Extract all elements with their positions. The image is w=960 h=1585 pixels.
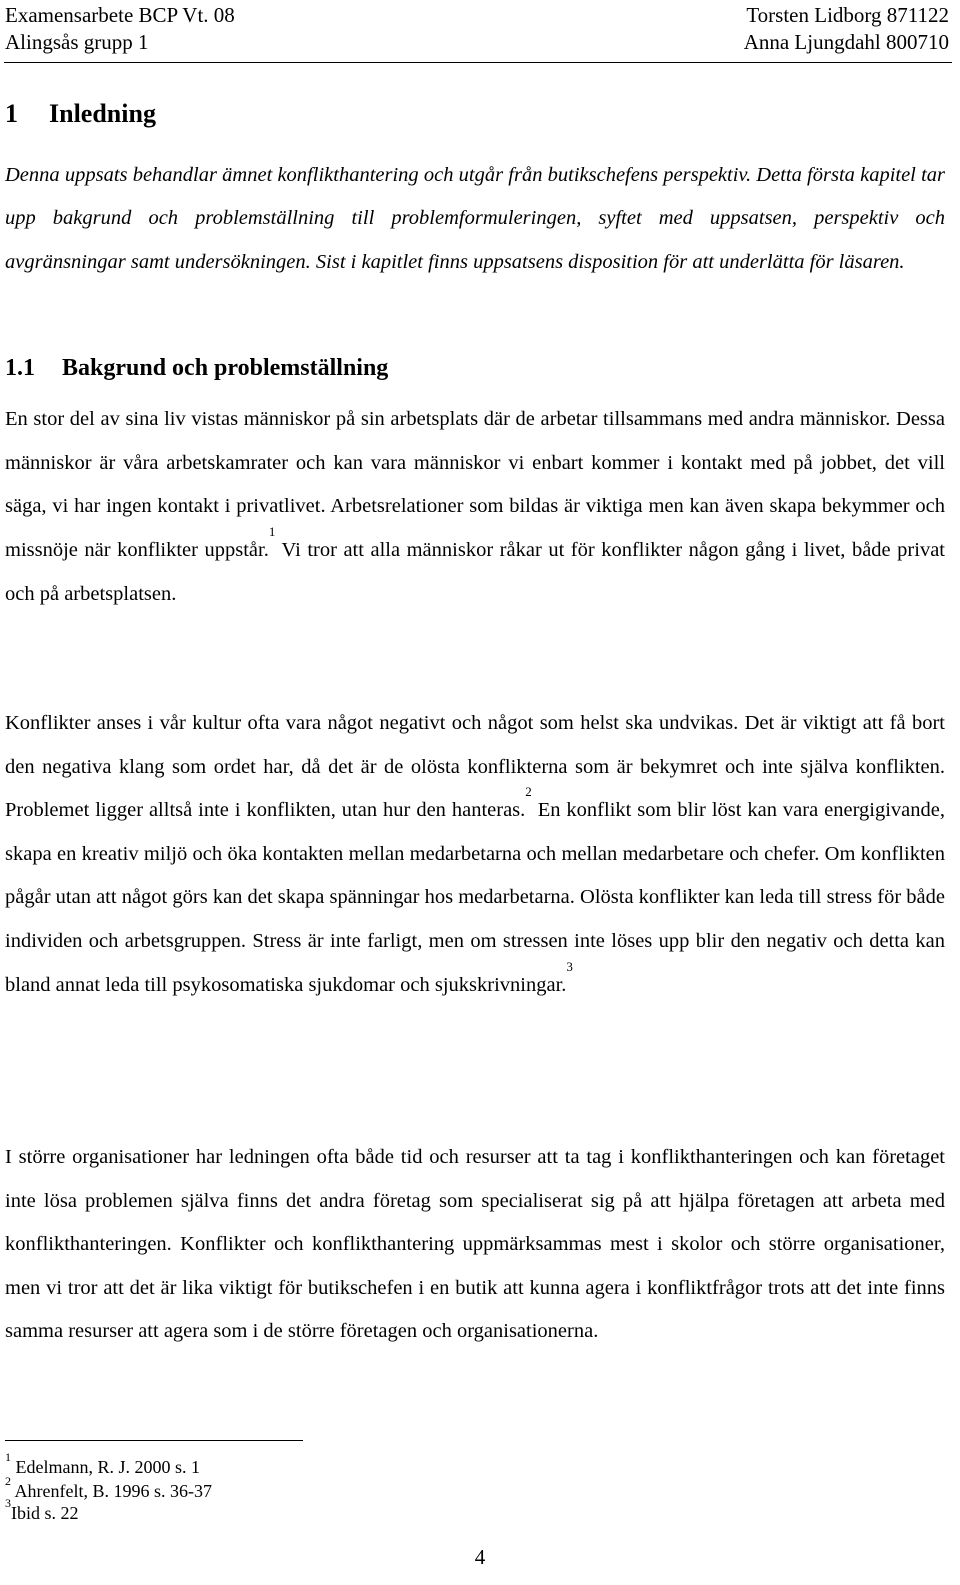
chapter-number: 1 [5, 99, 18, 128]
header-author-1: Torsten Lidborg 871122 [746, 3, 949, 27]
paragraph-1 [5, 398, 945, 617]
footnote-1 [5, 1450, 200, 1478]
chapter-title: Inledning [49, 99, 156, 128]
header-group: Alingsås grupp 1 [5, 30, 149, 54]
header-right [744, 2, 949, 56]
page-number: 4 [474, 1545, 486, 1569]
paragraph-2 [5, 702, 945, 1007]
section-number: 1.1 [5, 355, 35, 381]
chapter-intro-paragraph: Denna uppsats behandlar ämnet konflikthantering och utgår från butikschefens perspektiv. Detta första kapitel tar upp bakgrund och problemställning till problemformuleringen, syftet med uppsatsen, perspektiv och avgränsningar samt undersökningen. Sist i kapitlet finns uppsatsens disposition för att underlätta för läsaren. [5, 164, 945, 273]
footnote-2 [5, 1474, 212, 1502]
paragraph-1-text-b: Vi tror att alla människor råkar ut för konflikter någon gång i livet, både privat och på arbetsplatsen. [5, 539, 945, 605]
paragraph-1-text-a: En stor del av sina liv vistas människor på sin arbetsplats där de arbetar tillsammans med andra människor. Dessa människor är våra arbetskamrater och kan vara människor vi enbart kommer i kontakt med på jobbet, det vill säga, vi har ingen kontakt i privatlivet. Arbetsrelationer som bildas är viktiga men kan även skapa bekymmer och missnöje när konflikter uppstår. [5, 408, 945, 562]
header-divider [4, 62, 952, 63]
footnote-separator [5, 1440, 303, 1441]
footnote-2-text: Ahrenfelt, B. 1996 s. 36-37 [11, 1481, 212, 1501]
header-left [5, 2, 235, 56]
footnote-ref-3: 3 [566, 958, 573, 974]
section-heading [5, 352, 388, 384]
footnote-2-mark: 2 [5, 1474, 11, 1488]
paragraph-2-text-a: Konflikter anses i vår kultur ofta vara något negativt och något som helst ska undvikas. Det är viktigt att få bort den negativa klang som ordet har, då det är de olösta konflikterna som är bekymret och inte själva konflikten. Problemet ligger alltså inte i konflikten, utan hur den hanteras. [5, 712, 945, 822]
chapter-heading [5, 98, 156, 130]
section-title: Bakgrund och problemställning [62, 355, 389, 381]
footnote-1-text: Edelmann, R. J. 2000 s. 1 [11, 1457, 200, 1477]
header-thesis-title: Examensarbete BCP Vt. 08 [5, 3, 235, 27]
footnote-ref-1: 1 [268, 524, 276, 540]
footnote-ref-2: 2 [525, 784, 532, 800]
header-author-2: Anna Ljungdahl 800710 [743, 30, 949, 54]
paragraph-3: I större organisationer har ledningen ofta både tid och resurser att ta tag i konflikthanteringen och kan företaget inte lösa problemen själva finns det andra företag som specialiserat sig på att hjälpa företagen att arbeta med konflikthanteringen. Konflikter och konflikthantering uppmärksammas mest i skolor och större organisationer, men vi tror att det är lika viktigt för butikschefen i en butik att kunna agera i konfliktfrågor trots att det inte finns samma resurser att agera som i de större företagen och organisationerna. [5, 1146, 945, 1342]
footnote-3-mark: 3 [5, 1496, 11, 1510]
footnote-3-text: Ibid s. 22 [11, 1503, 79, 1523]
footnote-1-mark: 1 [5, 1450, 11, 1464]
footnote-3 [5, 1496, 79, 1524]
paragraph-2-text-b: En konflikt som blir löst kan vara energigivande, skapa en kreativ miljö och öka kontakten mellan medarbetarna och mellan medarbetare och chefer. Om konflikten pågår utan att något görs kan det skapa spänningar hos medarbetarna. Olösta konflikter kan leda till stress för både individen och arbetsgruppen. Stress är inte farligt, men om stressen inte löses upp blir den negativ och detta kan bland annat leda till psykosomatiska sjukdomar och sjukskrivningar. [5, 799, 945, 996]
